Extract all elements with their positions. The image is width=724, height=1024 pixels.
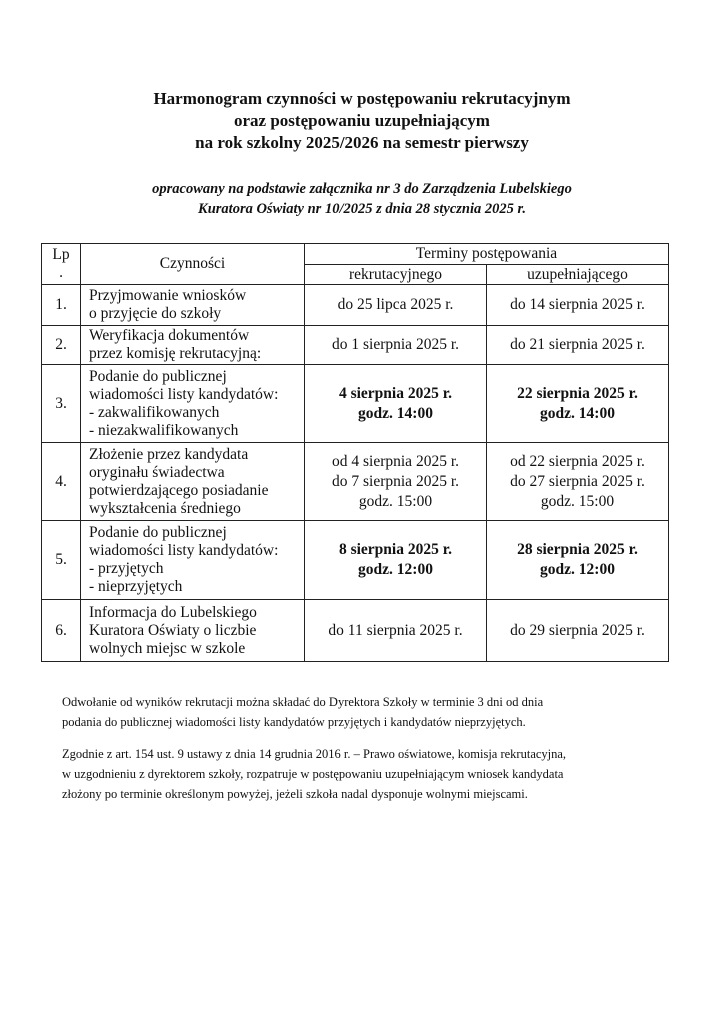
notes-section (62, 692, 664, 816)
term-line: godz. 15:00 (540, 492, 615, 510)
row-lp: 3. (42, 365, 81, 443)
subtitle-line: Kuratora Oświaty nr 10/2025 z dnia 28 stycznia 2025 r. (198, 201, 526, 217)
activity-line: - nieprzyjętych (89, 578, 183, 595)
activity-line: potwierdzającego posiadanie (89, 481, 269, 499)
activity-line: wolnych miejsc w szkole (89, 639, 246, 657)
row-supplementary-term (487, 326, 669, 365)
table-row (42, 285, 669, 326)
note-line: Odwołanie od wyników rekrutacji można składać do Dyrektora Szkoły w terminie 3 dni od dnia (62, 695, 544, 709)
row-activity (81, 285, 305, 326)
activity-line: o przyjęcie do szkoły (89, 305, 222, 322)
row-lp: 1. (42, 285, 81, 326)
term-line: do 27 sierpnia 2025 r. (510, 472, 645, 490)
row-activity (81, 443, 305, 521)
note-line: Zgodnie z art. 154 ust. 9 ustawy z dnia 14 grudnia 2016 r. – Prawo oświatowe, komisja rekrutacyjna, (62, 747, 567, 761)
document-subtitle (0, 179, 724, 219)
row-activity (81, 521, 305, 600)
subtitle-line: opracowany na podstawie załącznika nr 3 do Zarządzenia Lubelskiego (152, 181, 572, 197)
row-supplementary-term (487, 365, 669, 443)
row-lp: 4. (42, 443, 81, 521)
title-line: na rok szkolny 2025/2026 na semestr pierwszy (195, 133, 529, 152)
row-supplementary-term (487, 521, 669, 600)
row-activity (81, 600, 305, 662)
activity-line: Podanie do publicznej (89, 367, 227, 385)
activity-line: Informacja do Lubelskiego (89, 603, 257, 621)
header-recruitment: rekrutacyjnego (305, 265, 487, 285)
term-line: 8 sierpnia 2025 r. (338, 541, 453, 558)
term-line: 4 sierpnia 2025 r. (338, 384, 453, 402)
note-line: złożony po terminie określonym powyżej, jeżeli szkoła nadal dysponuje wolnymi miejscami. (62, 787, 528, 801)
term-line: godz. 14:00 (540, 404, 615, 422)
note-line: podania do publicznej wiadomości listy kandydatów przyjętych i kandydatów nieprzyjętych. (62, 715, 526, 729)
term-line: godz. 12:00 (358, 561, 433, 578)
term-line: do 14 sierpnia 2025 r. (510, 296, 645, 313)
term-line: do 7 sierpnia 2025 r. (332, 472, 459, 490)
header-supplementary: uzupełniającego (487, 265, 669, 285)
activity-line: oryginału świadectwa (89, 463, 225, 481)
row-recruitment-term (305, 443, 487, 521)
activity-line: Przyjmowanie wniosków (89, 287, 247, 304)
term-line: 22 sierpnia 2025 r. (517, 384, 638, 402)
row-supplementary-term (487, 443, 669, 521)
term-line: do 1 sierpnia 2025 r. (332, 336, 459, 353)
activity-line: Złożenie przez kandydata (89, 445, 249, 463)
table-row (42, 326, 669, 365)
table-row (42, 600, 669, 662)
row-lp: 5. (42, 521, 81, 600)
term-line: godz. 15:00 (358, 492, 433, 510)
term-line: od 4 sierpnia 2025 r. (332, 452, 459, 470)
term-line: do 11 sierpnia 2025 r. (328, 621, 463, 639)
note-line: w uzgodnieniu z dyrektorem szkoły, rozpatruje w postępowaniu uzupełniającym wniosek kandydata (62, 767, 564, 781)
header-lp (42, 244, 81, 285)
row-recruitment-term (305, 285, 487, 326)
table-row (42, 521, 669, 600)
row-lp: 2. (42, 326, 81, 365)
activity-line: Kuratora Oświaty o liczbie (89, 621, 257, 639)
title-line: Harmonogram czynności w postępowaniu rekrutacyjnym (153, 89, 571, 108)
activity-line: - przyjętych (89, 560, 164, 577)
row-lp: 6. (42, 600, 81, 662)
row-activity (81, 365, 305, 443)
term-line: do 25 lipca 2025 r. (337, 296, 454, 313)
schedule-table (41, 243, 669, 662)
note-appeal (62, 692, 664, 732)
activity-line: - zakwalifikowanych (89, 403, 220, 421)
row-supplementary-term (487, 600, 669, 662)
header-activity: Czynności (81, 244, 305, 285)
table-row (42, 365, 669, 443)
activity-line: Podanie do publicznej (89, 524, 227, 541)
row-recruitment-term (305, 600, 487, 662)
title-line: oraz postępowaniu uzupełniającym (234, 111, 490, 130)
activity-line: wiadomości listy kandydatów: (89, 542, 279, 559)
activity-line: przez komisję rekrutacyjną: (89, 345, 262, 362)
row-recruitment-term (305, 326, 487, 365)
activity-line: wiadomości listy kandydatów: (89, 385, 279, 403)
row-supplementary-term (487, 285, 669, 326)
header-lp-label: Lp (52, 246, 70, 263)
note-legal (62, 744, 664, 804)
row-activity (81, 326, 305, 365)
row-recruitment-term (305, 521, 487, 600)
table-row (42, 443, 669, 521)
term-line: do 21 sierpnia 2025 r. (510, 336, 645, 353)
term-line: 28 sierpnia 2025 r. (517, 541, 638, 558)
row-recruitment-term (305, 365, 487, 443)
activity-line: - niezakwalifikowanych (89, 421, 239, 439)
document-title (0, 88, 724, 154)
term-line: godz. 14:00 (358, 404, 433, 422)
term-line: do 29 sierpnia 2025 r. (510, 621, 645, 639)
term-line: godz. 12:00 (540, 561, 615, 578)
term-line: od 22 sierpnia 2025 r. (510, 452, 645, 470)
header-lp-dot: . (59, 264, 63, 281)
activity-line: wykształcenia średniego (89, 499, 241, 517)
activity-line: Weryfikacja dokumentów (89, 327, 250, 344)
header-terms-group: Terminy postępowania (305, 244, 669, 265)
